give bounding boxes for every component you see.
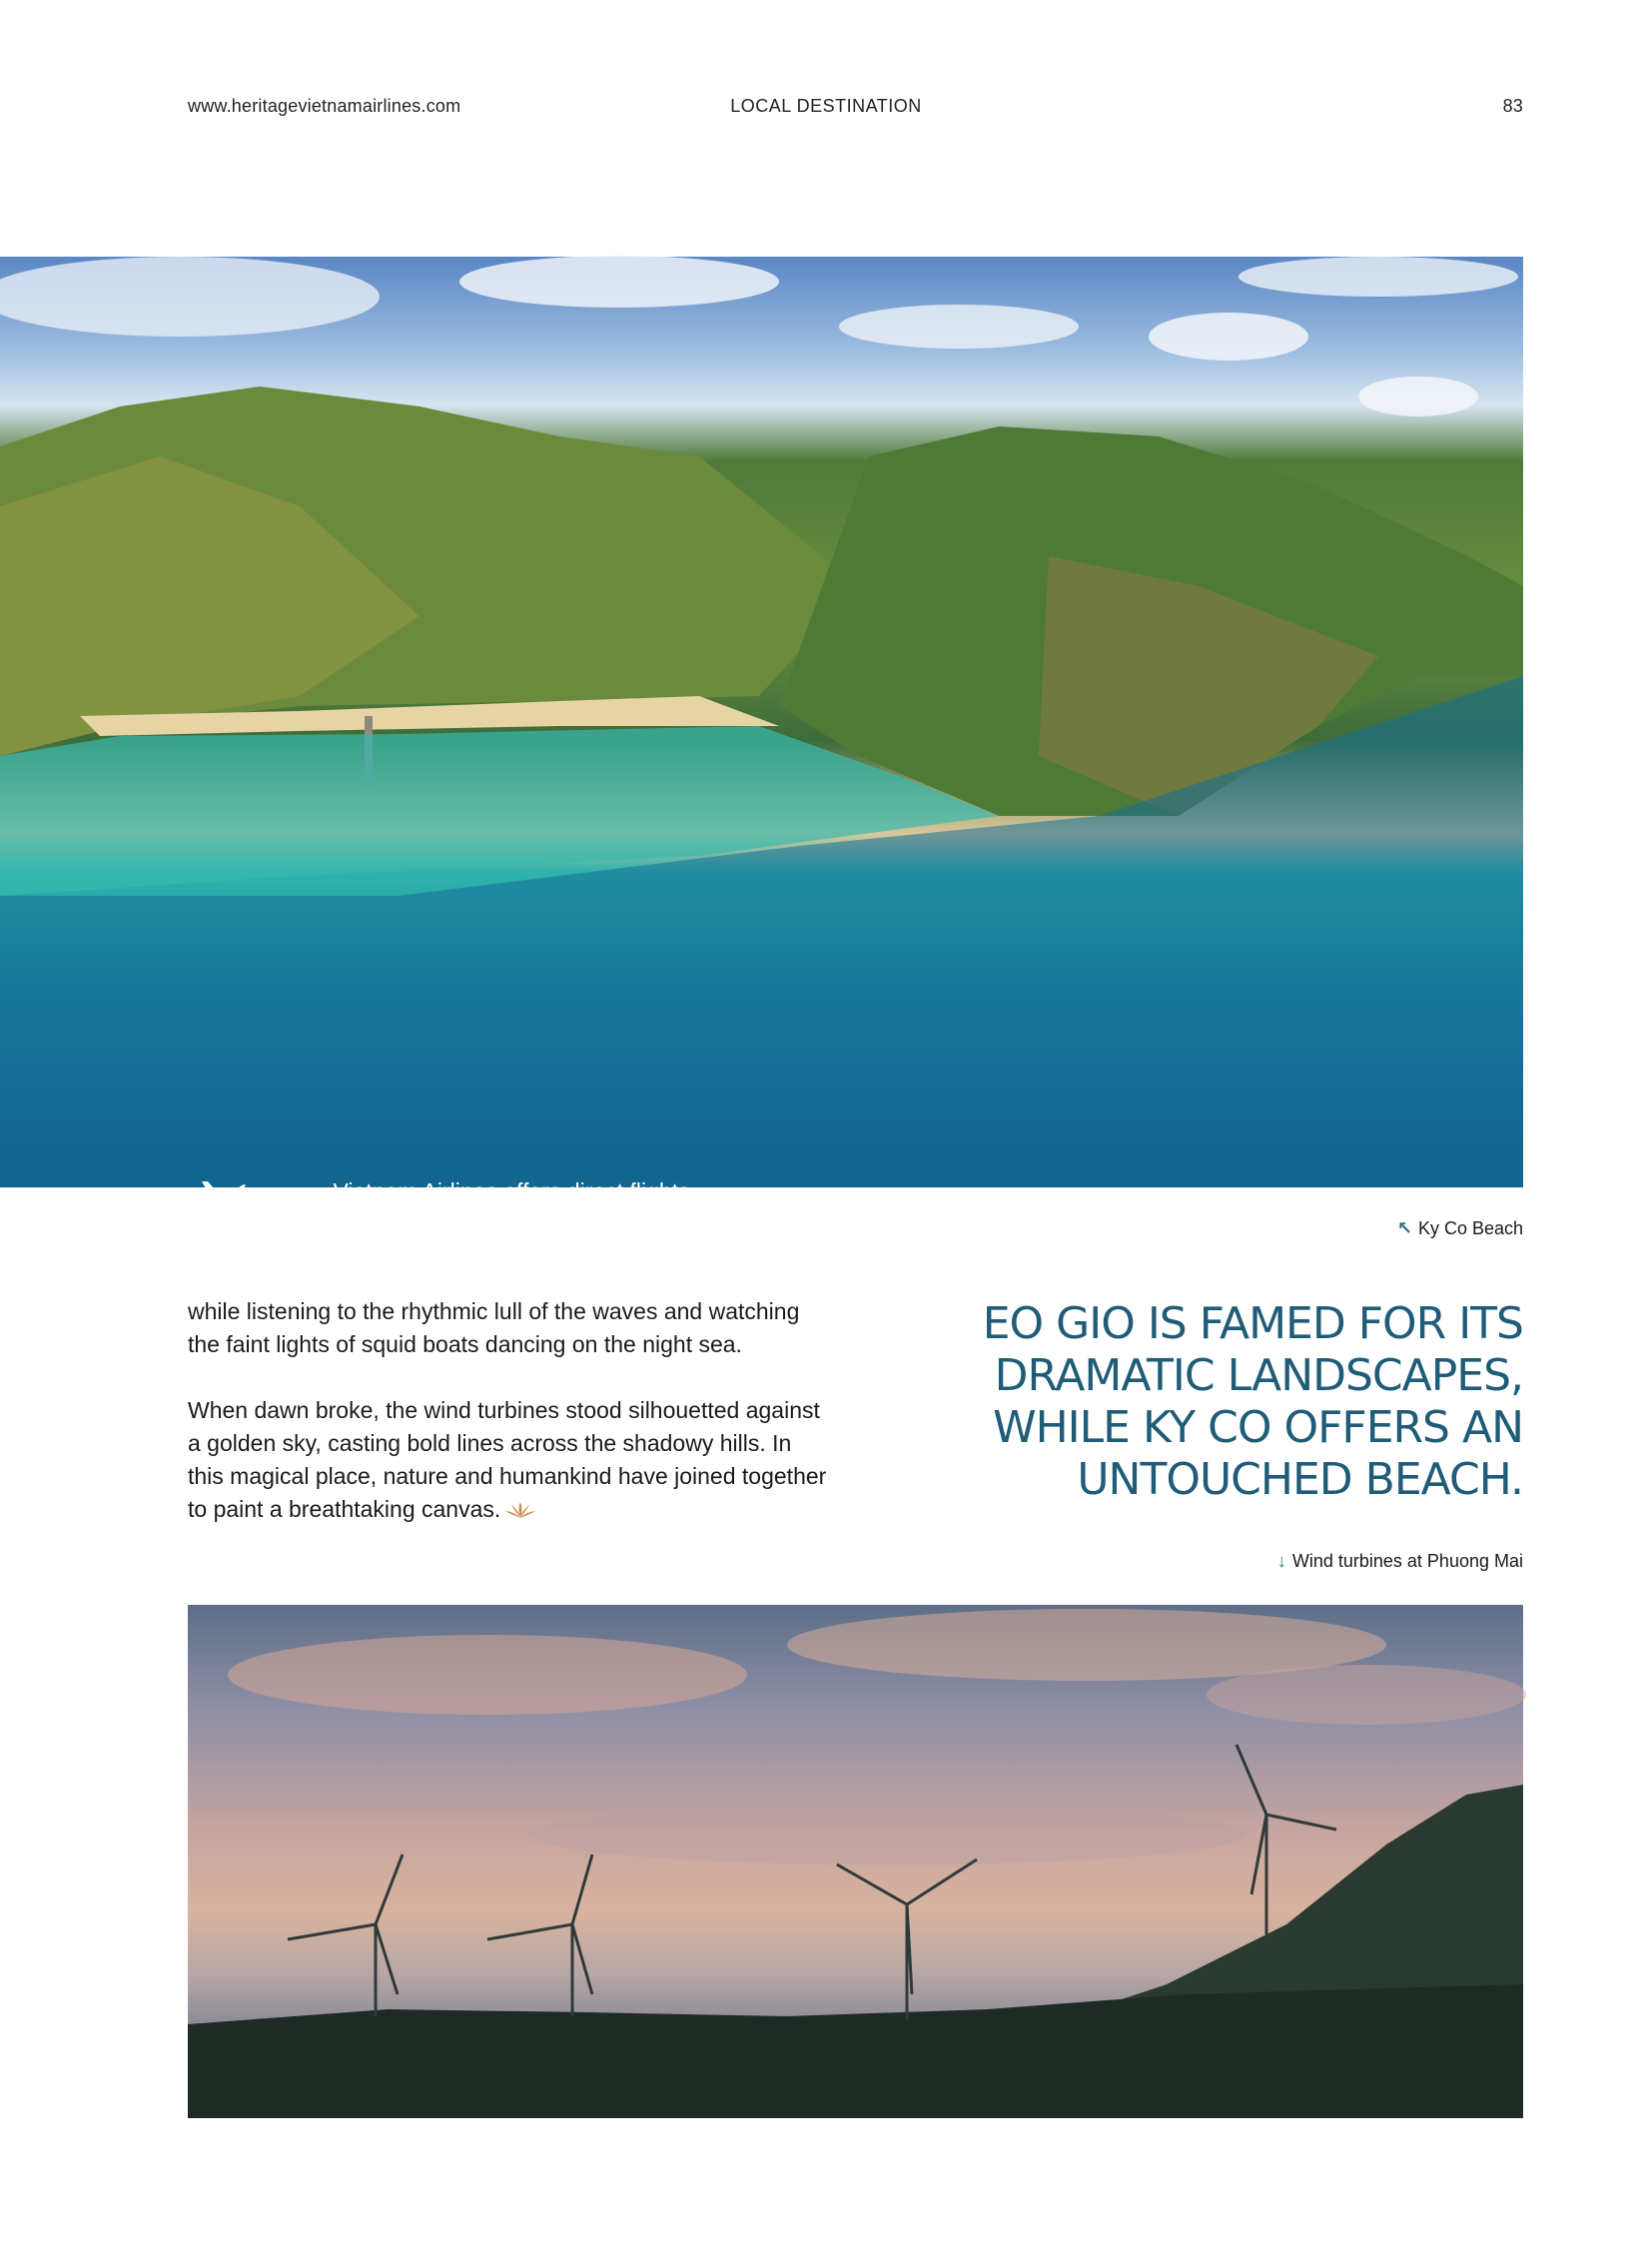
caption-text: Ky Co Beach xyxy=(1417,1218,1523,1238)
flight-info-line: Please visit www.vietnamairlines.com xyxy=(321,1244,702,1270)
body-paragraph-text: When dawn broke, the wind turbines stood silhouetted against a golden sky, casting bold lines across the shadowy hills. In this magical place, nature and humankind have joined together to paint a breathtaking canvas. xyxy=(188,1397,827,1522)
lotus-icon xyxy=(504,1501,536,1519)
page-number: 83 xyxy=(1502,96,1523,116)
body-paragraph-last xyxy=(188,1394,827,1526)
arrow-down-icon: ↓ xyxy=(1276,1551,1286,1571)
header-url: www.heritagevietnamairlines.com xyxy=(188,96,461,116)
body-paragraph: while listening to the rhythmic lull of the waves and watching the faint lights of squid boats dancing on the night sea. xyxy=(188,1298,800,1357)
article-body xyxy=(188,1295,827,1559)
wind-turbines-photo xyxy=(188,1605,1523,2118)
flight-info-text xyxy=(188,1175,835,1307)
plane-icon xyxy=(188,1175,248,1201)
caption-text: Wind turbines at Phuong Mai xyxy=(1291,1551,1523,1571)
caption-ky-co-beach xyxy=(1397,1218,1523,1239)
pull-quote: EO GIO IS FAMED FOR ITS DRAMATIC LANDSCAPES, WHILE KY CO OFFERS AN UNTOUCHED BEACH. xyxy=(982,1298,1523,1505)
flight-info-line: for more information and special offers. xyxy=(312,1277,711,1303)
arrow-up-left-icon: ↖ xyxy=(1396,1218,1412,1238)
caption-wind-turbines xyxy=(1277,1551,1523,1572)
header-section: LOCAL DESTINATION xyxy=(730,96,922,116)
flight-info-line: Vietnam Airlines offers direct flights xyxy=(333,1178,690,1204)
flight-info-line: between Hanoi, Ho Chi Minh City and Quy Nhon. xyxy=(262,1211,761,1237)
